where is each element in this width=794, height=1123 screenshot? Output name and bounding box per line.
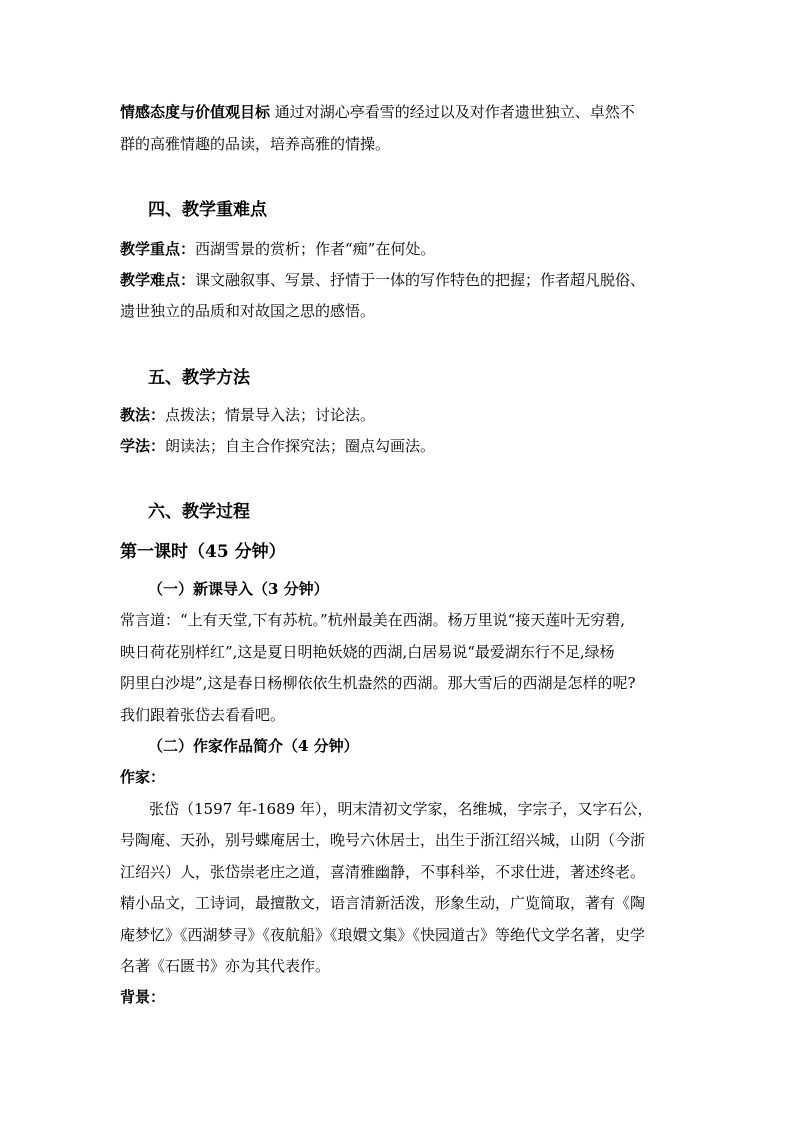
teaching-method-label: 教法： (120, 406, 166, 424)
teaching-method-line (120, 405, 375, 425)
key-point-label: 教学重点： (120, 240, 196, 258)
learning-method-label: 学法： (120, 437, 166, 455)
goal-emotion-line-1 (120, 102, 635, 122)
author-bio-line: 名著《石匮书》亦为其代表作。 (120, 957, 331, 975)
goal-emotion-label: 情感态度与价值观目标 (120, 103, 271, 121)
learning-method-text: 朗读法；自主合作探究法；圈点勾画法。 (165, 437, 436, 455)
part-1-heading: （一）新课导入（3 分钟） (148, 580, 329, 598)
author-bio-line: 号陶庵、天孙，别号蝶庵居士，晚号六休居士，出生于浙江绍兴城，山阴（今浙 (120, 831, 646, 849)
section-5-heading: 五、教学方法 (148, 368, 250, 388)
intro-line: 映日荷花别样红”,这是夏日明艳妖娆的西湖,白居易说“最爱湖东行不足,绿杨 (120, 643, 615, 661)
difficult-point-line-1 (120, 270, 645, 290)
author-bio-line: 张岱（1597 年-1689 年），明末清初文学家，名维城，字宗子，又字石公， (149, 800, 653, 818)
part-2-heading: （二）作家作品简介（4 分钟） (148, 737, 359, 755)
key-point-text: 西湖雪景的赏析；作者“痴”在何处。 (195, 240, 436, 258)
author-bio-line: 庵梦忆》《西湖梦寻》《夜航船》《琅嬛文集》《快园道古》等绝代文学名著，史学 (120, 926, 646, 944)
goal-emotion-line-2: 群的高雅情趣的品读，培养高雅的情操。 (120, 135, 391, 153)
difficult-point-line-2: 遗世独立的品质和对故国之思的感悟。 (120, 302, 376, 320)
section-4-heading: 四、教学重难点 (148, 200, 267, 220)
teaching-method-text: 点拨法；情景导入法；讨论法。 (165, 406, 376, 424)
lesson-1-title: 第一课时（45 分钟） (120, 542, 286, 562)
intro-line: 我们跟着张岱去看看吧。 (120, 706, 286, 724)
intro-line: 阴里白沙堤”,这是春日杨柳依依生机盎然的西湖。那大雪后的西湖是怎样的呢? (120, 674, 636, 692)
goal-emotion-text: 通过对湖心亭看雪的经过以及对作者遗世独立、卓然不 (270, 103, 635, 121)
difficult-point-label: 教学难点： (120, 271, 196, 289)
section-6-heading: 六、教学过程 (148, 502, 250, 522)
difficult-point-text: 课文融叙事、写景、抒情于一体的写作特色的把握；作者超凡脱俗、 (195, 271, 646, 289)
learning-method-line (120, 436, 435, 456)
intro-line: 常言道：“上有天堂,下有苏杭。”杭州最美在西湖。杨万里说“接天莲叶无穷碧, (120, 611, 626, 629)
background-label: 背景： (120, 988, 166, 1006)
author-bio-line: 精小品文，工诗词，最擅散文，语言清新活泼，形象生动，广览简取，著有《陶 (120, 894, 646, 912)
author-bio-line: 江绍兴）人，张岱崇老庄之道，喜清雅幽静，不事科举，不求仕进，著述终老。 (120, 863, 646, 881)
key-point-line (120, 239, 435, 259)
author-label: 作家： (120, 768, 166, 786)
